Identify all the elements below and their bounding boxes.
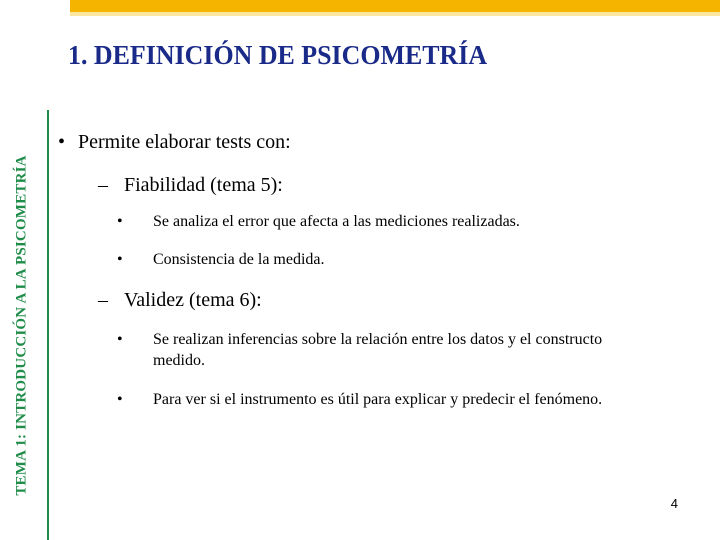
sub-bullet-fiabilidad <box>98 174 283 197</box>
list-item-text: Se realizan inferencias sobre la relación entre los datos y el constructo medido. <box>153 331 603 369</box>
page-number: 4 <box>670 496 678 511</box>
bullet-dot-icon: • <box>117 391 123 408</box>
dash-icon: – <box>98 174 108 196</box>
sub-bullet-validez <box>98 289 262 312</box>
bullet-dot-icon: • <box>117 213 123 230</box>
sub-bullet-text: Fiabilidad (tema 5): <box>124 174 283 196</box>
top-accent-bar <box>70 0 720 12</box>
sidebar-divider-line <box>47 110 49 540</box>
list-item <box>117 389 637 410</box>
dash-icon: – <box>98 289 108 311</box>
slide-title: 1. DEFINICIÓN DE PSICOMETRÍA <box>68 40 488 70</box>
top-accent-bar-light <box>70 12 720 16</box>
list-item-text: Se analiza el error que afecta a las mediciones realizadas. <box>153 213 520 230</box>
list-item-text: Para ver si el instrumento es útil para explicar y predecir el fenómeno. <box>153 391 603 408</box>
bullet-dot-icon: • <box>58 131 66 153</box>
bullet-dot-icon: • <box>117 331 123 348</box>
sub-bullet-text: Validez (tema 6): <box>124 289 262 311</box>
list-item-text: Consistencia de la medida. <box>153 251 325 268</box>
list-item <box>117 329 637 371</box>
sidebar-label-text: TEMA 1: INTRODUCCIÓN A LA PSICOMETRÍA <box>13 154 30 496</box>
bullet-dot-icon: • <box>117 251 123 268</box>
bullet-main-text: Permite elaborar tests con: <box>78 131 291 153</box>
list-item <box>117 249 637 270</box>
bullet-main <box>58 131 291 154</box>
sidebar-label <box>2 110 42 540</box>
list-item <box>117 211 637 232</box>
